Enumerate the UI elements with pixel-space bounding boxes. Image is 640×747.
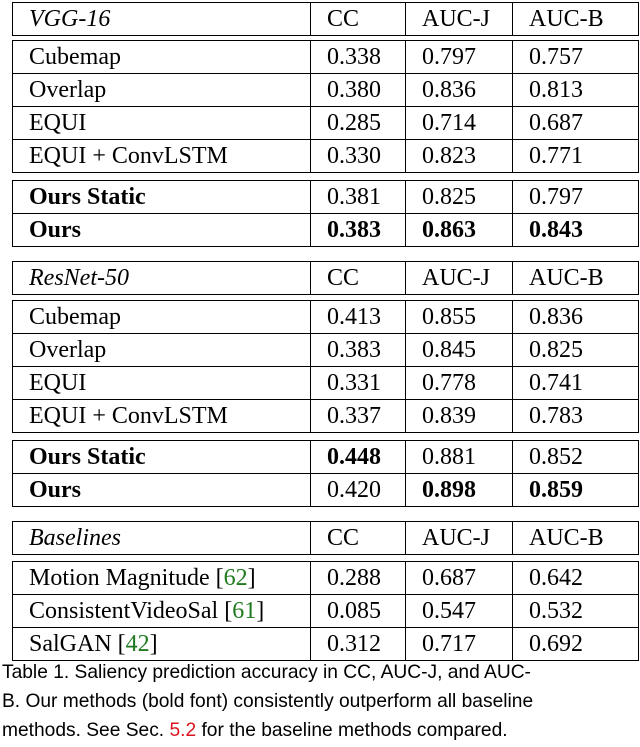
- resnet50-baseline-rows: [12, 300, 639, 433]
- cc-value: 0.285: [311, 107, 406, 140]
- table-row: [13, 628, 639, 661]
- col-header-aucj: AUC-J: [406, 3, 513, 36]
- aucb-value: 0.757: [513, 41, 639, 74]
- table-row: [13, 107, 639, 140]
- cc-value: 0.383: [311, 214, 406, 247]
- method-name: EQUI + ConvLSTM: [13, 140, 311, 173]
- table-header-row: [13, 3, 639, 36]
- col-header-aucb: AUC-B: [513, 262, 639, 295]
- col-header-aucb: AUC-B: [513, 522, 639, 555]
- table-caption: [2, 658, 638, 745]
- table-row: [13, 474, 639, 507]
- backbone-label: VGG-16: [13, 3, 311, 36]
- aucb-value: 0.783: [513, 400, 639, 433]
- method-label: SalGAN [: [29, 631, 126, 657]
- table-row: [13, 441, 639, 474]
- method-name: Ours Static: [13, 441, 311, 474]
- method-label-end: ]: [256, 598, 265, 624]
- aucj-value: 0.717: [406, 628, 513, 661]
- backbone-label: ResNet-50: [13, 262, 311, 295]
- method-name: Overlap: [13, 334, 311, 367]
- aucb-value: 0.797: [513, 181, 639, 214]
- cc-value: 0.383: [311, 334, 406, 367]
- citation-link[interactable]: 61: [232, 598, 257, 624]
- aucj-value: 0.825: [406, 181, 513, 214]
- aucj-value: 0.687: [406, 562, 513, 595]
- table-header-row: [13, 522, 639, 555]
- aucb-value: 0.836: [513, 301, 639, 334]
- method-label-end: ]: [247, 565, 256, 591]
- table-header-row: [13, 262, 639, 295]
- method-name: Ours Static: [13, 181, 311, 214]
- cc-value: 0.331: [311, 367, 406, 400]
- aucj-value: 0.845: [406, 334, 513, 367]
- cc-value: 0.312: [311, 628, 406, 661]
- aucj-value: 0.863: [406, 214, 513, 247]
- aucj-value: 0.836: [406, 74, 513, 107]
- citation-link[interactable]: 42: [125, 631, 150, 657]
- backbone-label: Baselines: [13, 522, 311, 555]
- aucb-value: 0.741: [513, 367, 639, 400]
- method-name: EQUI + ConvLSTM: [13, 400, 311, 433]
- aucj-value: 0.778: [406, 367, 513, 400]
- method-name: [13, 562, 311, 595]
- cc-value: 0.288: [311, 562, 406, 595]
- table-row: [13, 181, 639, 214]
- method-label: Motion Magnitude [: [29, 565, 224, 591]
- baselines-rows: [12, 561, 639, 661]
- table-row: [13, 595, 639, 628]
- cc-value: 0.420: [311, 474, 406, 507]
- aucb-value: 0.687: [513, 107, 639, 140]
- table-row: [13, 214, 639, 247]
- aucj-value: 0.823: [406, 140, 513, 173]
- aucb-value: 0.813: [513, 74, 639, 107]
- col-header-cc: CC: [311, 522, 406, 555]
- resnet50-header-table: [12, 261, 639, 295]
- aucj-value: 0.797: [406, 41, 513, 74]
- method-name: Overlap: [13, 74, 311, 107]
- method-name: Ours: [13, 214, 311, 247]
- table-row: [13, 334, 639, 367]
- cc-value: 0.448: [311, 441, 406, 474]
- aucb-value: 0.843: [513, 214, 639, 247]
- table-row: [13, 74, 639, 107]
- vgg16-ours-rows: [12, 180, 639, 247]
- vgg16-baseline-rows: [12, 40, 639, 173]
- cc-value: 0.330: [311, 140, 406, 173]
- table-row: [13, 41, 639, 74]
- col-header-cc: CC: [311, 3, 406, 36]
- cc-value: 0.413: [311, 301, 406, 334]
- table-row: [13, 562, 639, 595]
- cc-value: 0.085: [311, 595, 406, 628]
- aucj-value: 0.839: [406, 400, 513, 433]
- aucj-value: 0.898: [406, 474, 513, 507]
- baselines-header-table: [12, 521, 639, 555]
- col-header-aucb: AUC-B: [513, 3, 639, 36]
- method-name: Cubemap: [13, 41, 311, 74]
- aucb-value: 0.642: [513, 562, 639, 595]
- aucj-value: 0.547: [406, 595, 513, 628]
- col-header-aucj: AUC-J: [406, 522, 513, 555]
- method-name: [13, 628, 311, 661]
- aucj-value: 0.855: [406, 301, 513, 334]
- caption-line-3: [2, 716, 638, 745]
- cc-value: 0.337: [311, 400, 406, 433]
- cc-value: 0.380: [311, 74, 406, 107]
- aucb-value: 0.692: [513, 628, 639, 661]
- vgg16-header-table: [12, 2, 639, 36]
- caption-line-2: B. Our methods (bold font) consistently outperform all baseline: [2, 691, 534, 712]
- aucb-value: 0.532: [513, 595, 639, 628]
- col-header-cc: CC: [311, 262, 406, 295]
- method-name: EQUI: [13, 367, 311, 400]
- aucb-value: 0.852: [513, 441, 639, 474]
- aucb-value: 0.771: [513, 140, 639, 173]
- aucj-value: 0.714: [406, 107, 513, 140]
- table-row: [13, 367, 639, 400]
- resnet50-ours-rows: [12, 440, 639, 507]
- section-ref-link[interactable]: 5.2: [169, 720, 197, 741]
- caption-text: for the baseline methods compared.: [196, 720, 508, 741]
- caption-line-1: Table 1. Saliency prediction accuracy in CC, AUC-J, and AUC-: [2, 662, 531, 683]
- aucj-value: 0.881: [406, 441, 513, 474]
- table-row: [13, 301, 639, 334]
- col-header-aucj: AUC-J: [406, 262, 513, 295]
- citation-link[interactable]: 62: [223, 565, 248, 591]
- table-row: [13, 140, 639, 173]
- caption-text: methods. See Sec.: [2, 720, 170, 741]
- method-name: Cubemap: [13, 301, 311, 334]
- table-row: [13, 400, 639, 433]
- method-name: EQUI: [13, 107, 311, 140]
- method-name: [13, 595, 311, 628]
- method-name: Ours: [13, 474, 311, 507]
- cc-value: 0.381: [311, 181, 406, 214]
- cc-value: 0.338: [311, 41, 406, 74]
- method-label: ConsistentVideoSal [: [29, 598, 233, 624]
- aucb-value: 0.859: [513, 474, 639, 507]
- aucb-value: 0.825: [513, 334, 639, 367]
- method-label-end: ]: [149, 631, 158, 657]
